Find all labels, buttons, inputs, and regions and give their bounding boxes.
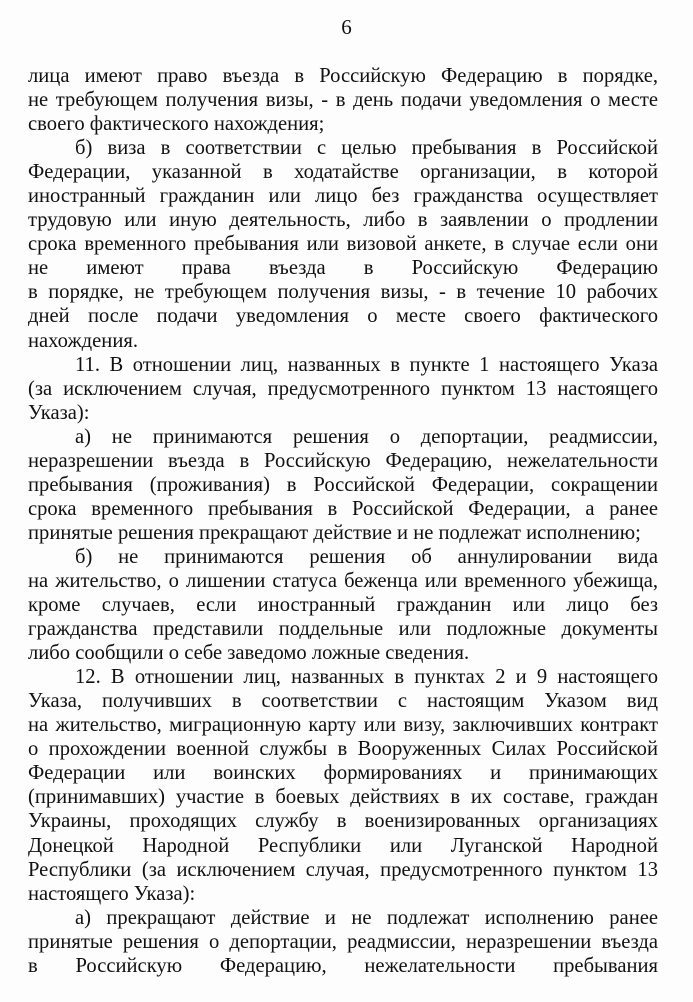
text-line: кроме случаев, если иностранный гражданин или лицо без: [28, 594, 658, 617]
page-number: 6: [341, 15, 352, 39]
text-line: (принимавших) участие в боевых действиях в их составе, граждан: [28, 786, 658, 809]
text-line: в порядке, не требующем получения визы, - в течение 10 рабочих: [28, 281, 658, 304]
paragraph: [28, 665, 658, 905]
text-line: принятые решения о депортации, реадмиссии, неразрешении въезда: [28, 930, 658, 953]
text-line: неразрешении въезда в Российскую Федерацию, нежелательности: [28, 449, 658, 472]
text-line: не имеют права въезда в Российскую Федерацию: [28, 257, 658, 280]
text-line: Федерации, указанной в ходатайстве организации, в которой: [28, 161, 658, 184]
text-line: а) не принимаются решения о депортации, реадмиссии,: [75, 425, 658, 448]
text-line: на жительство, о лишении статуса беженца или временного убежища,: [28, 569, 658, 592]
text-line: своего фактического нахождения;: [28, 113, 325, 136]
text-line: настоящего Указа):: [28, 882, 196, 905]
text-line: не требующем получения визы, - в день подачи уведомления о месте: [28, 89, 658, 112]
text-line: дней после подачи уведомления о месте своего фактического: [28, 305, 658, 328]
text-line: б) виза в соответствии с целью пребывания в Российской: [75, 137, 658, 160]
text-line: нахождения.: [28, 329, 138, 352]
paragraph: [28, 64, 658, 136]
text-line: Указа, получивших в соответствии с настоящим Указом вид: [28, 690, 658, 713]
text-line: либо сообщили о себе заведомо ложные сведения.: [28, 642, 470, 665]
text-line: о прохождении военной службы в Вооруженных Силах Российской: [28, 738, 658, 761]
text-line: Указа):: [28, 401, 90, 424]
text-line: Республики (за исключением случая, предусмотренного пунктом 13: [28, 858, 658, 881]
paragraph: [28, 425, 658, 545]
text-line: в Российскую Федерацию, нежелательности пребывания: [28, 954, 658, 977]
text-line: срока временного пребывания или визовой анкете, в случае если они: [28, 233, 658, 256]
text-line: Украины, проходящих службу в военизированных организациях: [28, 810, 658, 833]
document-body: [28, 64, 658, 978]
text-line: Федерации или воинских формированиях и принимающих: [28, 762, 658, 785]
paragraph: [28, 545, 658, 665]
text-line: а) прекращают действие и не подлежат исполнению ранее: [75, 906, 658, 929]
text-line: иностранный гражданин или лицо без гражданства осуществляет: [28, 185, 658, 208]
text-line: (за исключением случая, предусмотренного пунктом 13 настоящего: [28, 377, 658, 400]
text-line: гражданства представили поддельные или подложные документы: [28, 618, 658, 641]
text-line: пребывания (проживания) в Российской Федерации, сокращении: [28, 473, 658, 496]
text-line: Донецкой Народной Республики или Луганской Народной: [28, 834, 658, 857]
paragraph: [28, 353, 658, 425]
text-line: трудовую или иную деятельность, либо в заявлении о продлении: [28, 209, 658, 232]
text-line: срока временного пребывания в Российской Федерации, а ранее: [28, 497, 658, 520]
paragraph: [28, 136, 658, 352]
text-line: 12. В отношении лиц, названных в пунктах 2 и 9 настоящего: [75, 666, 658, 689]
text-line: принятые решения прекращают действие и не подлежат исполнению;: [28, 521, 641, 544]
text-line: на жительство, миграционную карту или визу, заключивших контракт: [28, 714, 658, 737]
text-line: 11. В отношении лиц, названных в пункте 1 настоящего Указа: [75, 353, 658, 376]
text-line: б) не принимаются решения об аннулировании вида: [75, 545, 658, 568]
text-line: лица имеют право въезда в Российскую Федерацию в порядке,: [28, 65, 658, 87]
paragraph: [28, 906, 658, 978]
